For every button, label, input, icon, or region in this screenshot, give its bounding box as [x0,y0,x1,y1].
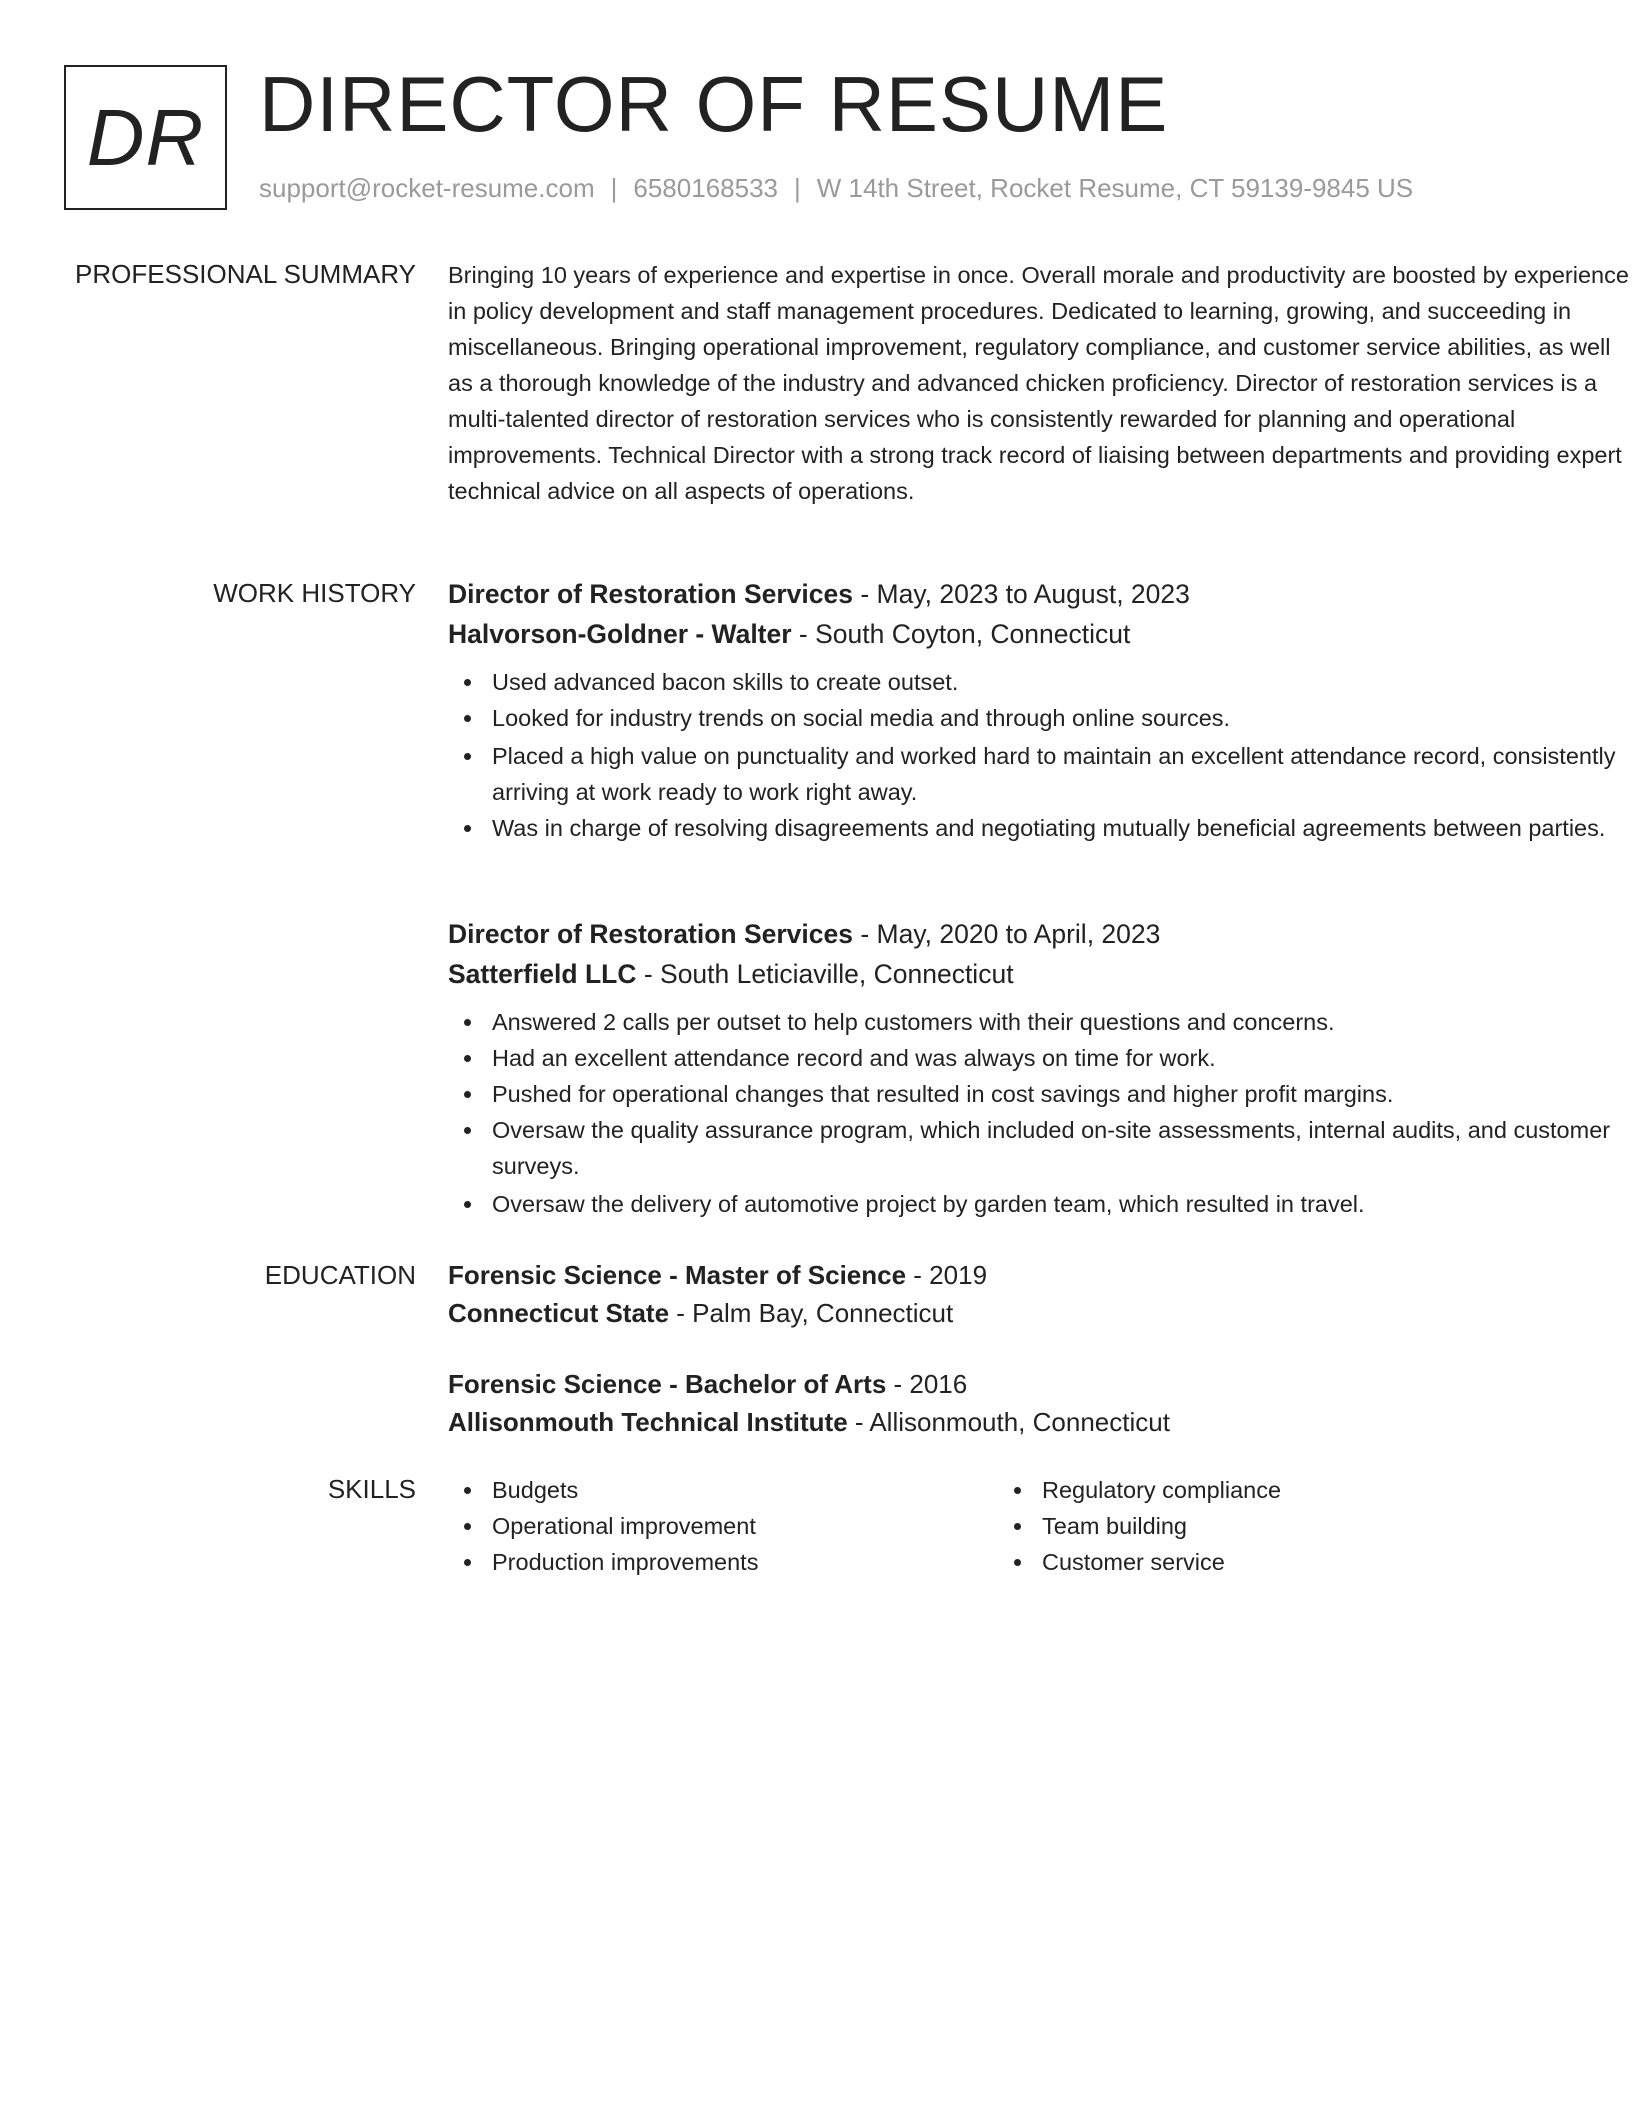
school-name: Connecticut State [448,1298,670,1328]
job-title: Director of Restoration Services [448,579,853,609]
job-bullet: Answered 2 calls per outset to help customers with their questions and concerns. [448,1004,1632,1040]
job-title-line [448,914,1632,954]
skill-item: Operational improvement [448,1508,998,1544]
job-company: Halvorson-Goldner - Walter [448,619,792,649]
job-bullet: Oversaw the delivery of automotive project by garden team, which resulted in travel. [448,1186,1632,1222]
degree-line [448,1256,1632,1294]
job-bullet: Used advanced bacon skills to create outset. [448,664,1632,700]
skills-grid [448,1472,1632,1580]
school-line [448,1403,1632,1441]
job-location: - South Leticiaville, Connecticut [636,959,1014,989]
degree-line [448,1365,1632,1403]
job-company: Satterfield LLC [448,959,637,989]
job-bullet: Had an excellent attendance record and was always on time for work. [448,1040,1632,1076]
job-bullet: Placed a high value on punctuality and worked hard to maintain an excellent attendance record, consistently arriving at work ready to work right away. [448,738,1632,810]
candidate-name: DIRECTOR OF RESUME [259,60,1169,148]
job-entry [448,914,1632,1222]
skill-item: Production improvements [448,1544,998,1580]
job-bullet: Pushed for operational changes that resulted in cost savings and higher profit margins. [448,1076,1632,1112]
job-company-line [448,954,1632,994]
skills-column-left [448,1472,998,1580]
skill-item: Customer service [998,1544,1548,1580]
skill-item: Team building [998,1508,1548,1544]
education-entry [448,1365,1632,1441]
contact-line [259,173,1413,204]
job-bullet-list [448,1004,1632,1222]
job-bullet: Looked for industry trends on social media and through online sources. [448,700,1632,736]
section-label-education: EDUCATION [264,1260,416,1290]
section-label-skills: SKILLS [327,1474,416,1504]
school-location: - Allisonmouth, Connecticut [847,1407,1170,1437]
degree-year: - 2019 [906,1260,988,1290]
contact-email: support@rocket-resume.com [259,173,595,203]
job-entry [448,574,1632,846]
skill-item: Regulatory compliance [998,1472,1548,1508]
job-location: - South Coyton, Connecticut [791,619,1131,649]
degree-name: Forensic Science - Bachelor of Arts [448,1369,887,1399]
resume-header [64,60,1568,210]
school-line [448,1294,1632,1332]
job-company-line [448,614,1632,654]
section-label-work-history: WORK HISTORY [213,578,416,608]
school-name: Allisonmouth Technical Institute [448,1407,848,1437]
contact-separator: | [794,173,801,203]
job-dates: - May, 2023 to August, 2023 [853,579,1190,609]
degree-year: - 2016 [886,1369,968,1399]
job-title-line [448,574,1632,614]
school-location: - Palm Bay, Connecticut [669,1298,954,1328]
job-bullet: Oversaw the quality assurance program, which included on-site assessments, internal audits, and customer surveys. [448,1112,1632,1184]
skill-item: Budgets [448,1472,998,1508]
job-bullet-list [448,664,1632,846]
degree-name: Forensic Science - Master of Science [448,1260,907,1290]
contact-phone: 6580168533 [633,173,778,203]
section-label-summary: PROFESSIONAL SUMMARY [75,259,416,289]
contact-address: W 14th Street, Rocket Resume, CT 59139-9845 US [816,173,1414,203]
contact-separator: | [610,173,618,203]
summary-text: Bringing 10 years of experience and expertise in once. Overall morale and productivity are boosted by experience in policy development and staff management procedures. Dedicated to learning, growing, and succeeding in miscellaneous. Bringing operational improvement, regulatory compliance, and customer service abilities, as well as a thorough knowledge of the industry and advanced chicken proficiency. Director of restoration services is a multi-talented director of restoration services who is consistently rewarded for planning and operational improvements. Technical Director with a strong track record of liaising between departments and providing expert technical advice on all aspects of operations. [448,262,1629,504]
monogram-badge: DR [64,65,227,210]
job-dates: - May, 2020 to April, 2023 [853,919,1161,949]
job-title: Director of Restoration Services [448,919,853,949]
education-entry [448,1256,1632,1332]
skills-column-right [998,1472,1548,1580]
job-bullet: Was in charge of resolving disagreements and negotiating mutually beneficial agreements between parties. [448,810,1632,846]
